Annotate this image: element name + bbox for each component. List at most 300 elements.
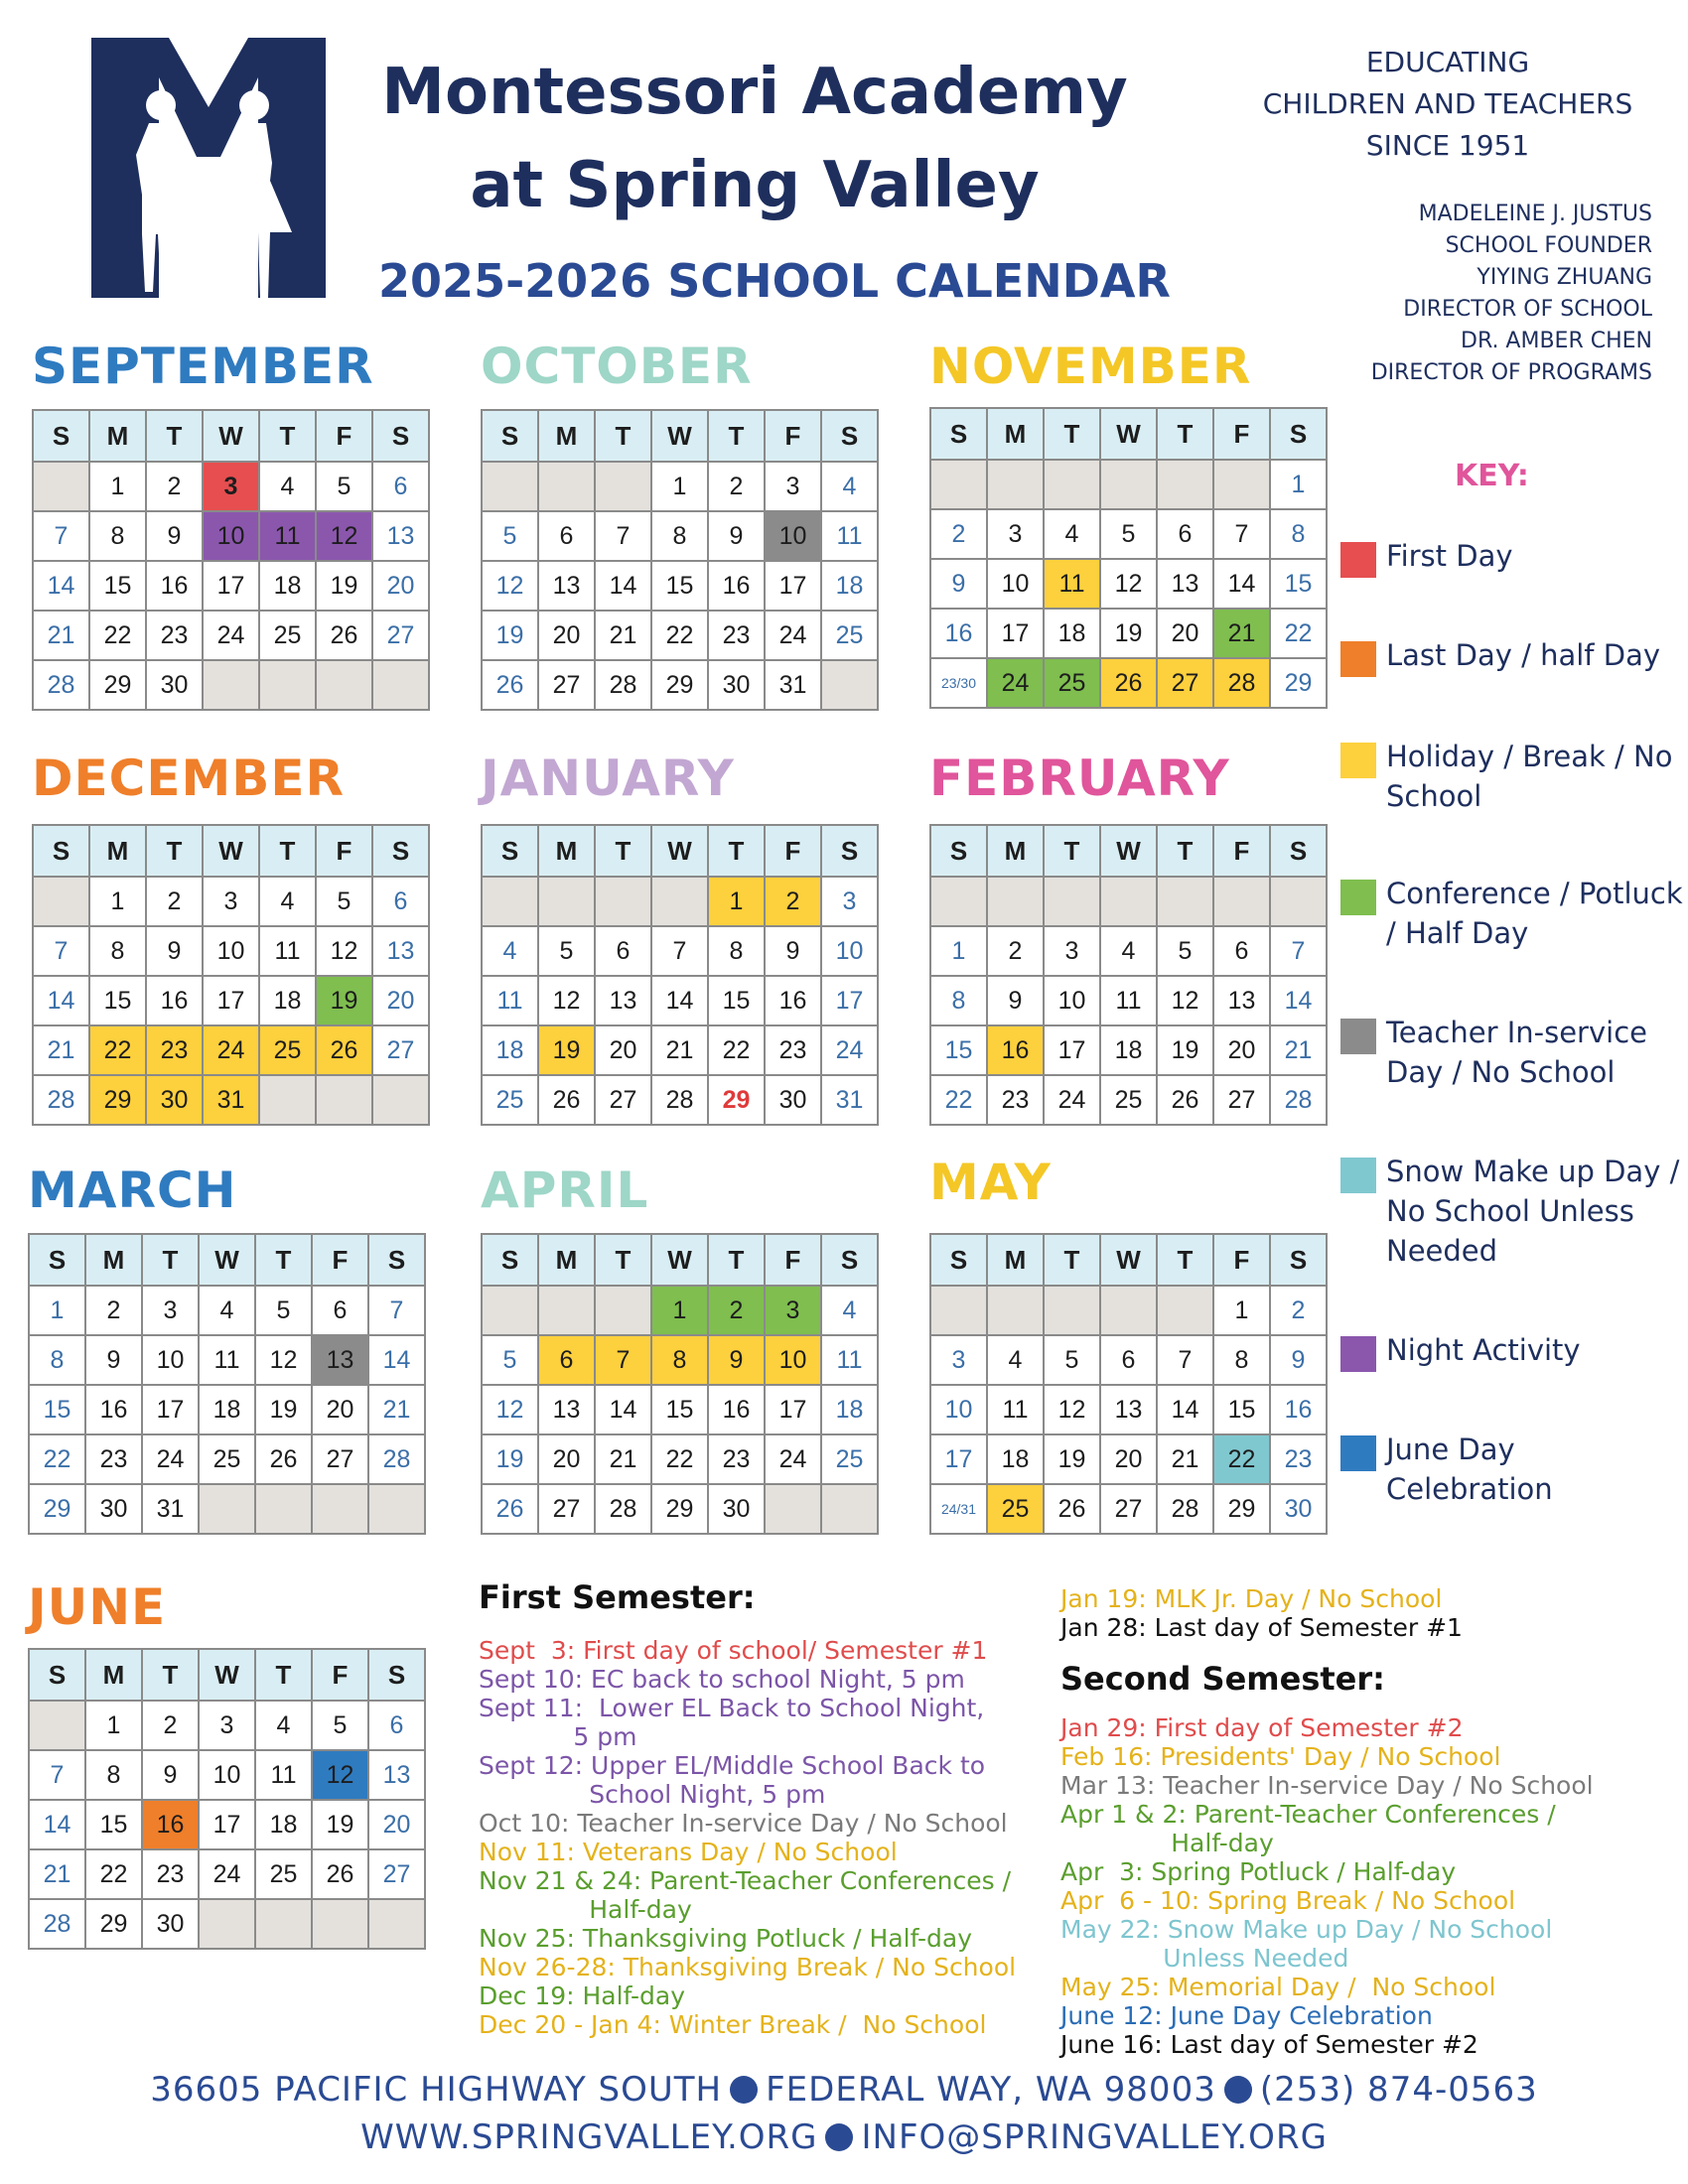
weekday-header: S	[368, 1649, 425, 1701]
day-cell: 30	[708, 1484, 765, 1534]
day-cell: 7	[1270, 926, 1327, 976]
day-cell: 30	[708, 660, 765, 710]
day-cell: 5	[1157, 926, 1213, 976]
calendar-note: Feb 16: Presidents' Day / No School	[1060, 1742, 1501, 1771]
day-cell: 27	[372, 1025, 429, 1075]
day-cell: 5	[1100, 509, 1157, 559]
month-title-april: APRIL	[481, 1161, 649, 1219]
day-cell: 20	[372, 976, 429, 1025]
day-cell: 8	[29, 1335, 85, 1385]
day-cell: 23	[708, 1434, 765, 1484]
day-cell: 2	[930, 509, 987, 559]
day-cell: 6	[372, 877, 429, 926]
empty-day-cell	[595, 877, 651, 926]
empty-day-cell	[987, 877, 1044, 926]
empty-day-cell	[316, 1075, 372, 1125]
empty-day-cell	[368, 1484, 425, 1534]
day-cell: 11	[255, 1750, 312, 1800]
calendar-note: Apr 6 - 10: Spring Break / No School	[1060, 1886, 1516, 1915]
key-swatch-icon	[1340, 1435, 1376, 1471]
day-cell: 30	[142, 1899, 199, 1949]
day-cell: 19	[1157, 1025, 1213, 1075]
day-cell: 7	[368, 1286, 425, 1335]
day-cell: 27	[595, 1075, 651, 1125]
day-cell: 29	[89, 1075, 146, 1125]
day-cell: 22	[85, 1849, 142, 1899]
staff-list	[1235, 199, 1652, 389]
day-cell: 15	[651, 561, 708, 611]
day-cell: 5	[482, 511, 538, 561]
day-cell: 22	[89, 611, 146, 660]
day-cell: 14	[1213, 559, 1270, 609]
day-cell: 11	[199, 1335, 255, 1385]
day-cell: 4	[255, 1701, 312, 1750]
day-cell: 23	[765, 1025, 821, 1075]
day-cell: 5	[1044, 1335, 1100, 1385]
day-cell: 23	[987, 1075, 1044, 1125]
day-cell: 29	[29, 1484, 85, 1534]
weekday-header: M	[538, 410, 595, 462]
day-cell: 19	[482, 1434, 538, 1484]
weekday-header: M	[538, 825, 595, 877]
empty-day-cell	[538, 1286, 595, 1335]
day-cell: 18	[482, 1025, 538, 1075]
day-cell: 31	[765, 660, 821, 710]
empty-day-cell	[651, 877, 708, 926]
staff-role: DIRECTOR OF SCHOOL	[1403, 297, 1652, 322]
day-cell: 3	[142, 1286, 199, 1335]
day-cell: 14	[1157, 1385, 1213, 1434]
weekday-header: W	[651, 1234, 708, 1286]
day-cell: 24	[765, 1434, 821, 1484]
day-cell: 24	[987, 658, 1044, 708]
empty-day-cell	[1157, 877, 1213, 926]
day-cell: 20	[1213, 1025, 1270, 1075]
day-cell: 8	[651, 1335, 708, 1385]
key-label: Last Day / half Day	[1386, 638, 1660, 672]
montessori-m-logo-icon	[91, 38, 326, 298]
weekday-header: T	[1157, 1234, 1213, 1286]
staff-name: YIYING ZHUANG	[1477, 265, 1652, 290]
month-table-october	[481, 409, 879, 711]
weekday-header: T	[595, 410, 651, 462]
day-cell: 1	[29, 1286, 85, 1335]
key-swatch-icon	[1340, 880, 1376, 915]
day-cell: 22	[708, 1025, 765, 1075]
month-title-october: OCTOBER	[481, 338, 753, 395]
weekday-header: S	[372, 410, 429, 462]
calendar-note: May 22: Snow Make up Day / No School Unless Needed	[1060, 1915, 1553, 1973]
day-cell: 12	[1100, 559, 1157, 609]
key-swatch-icon	[1340, 641, 1376, 677]
day-cell: 3	[199, 1701, 255, 1750]
day-cell: 17	[765, 561, 821, 611]
calendar-note: Jan 19: MLK Jr. Day / No School	[1060, 1584, 1443, 1613]
footer-contact	[0, 2070, 1688, 2110]
day-cell: 15	[89, 976, 146, 1025]
weekday-header: W	[199, 1234, 255, 1286]
day-cell: 6	[1213, 926, 1270, 976]
day-cell: 4	[259, 877, 316, 926]
empty-day-cell	[1100, 1286, 1157, 1335]
day-cell: 5	[316, 877, 372, 926]
day-cell: 15	[29, 1385, 85, 1434]
school-title-line2: at Spring Valley	[470, 149, 1040, 222]
day-cell: 10	[203, 511, 259, 561]
day-cell: 16	[85, 1385, 142, 1434]
day-cell: 4	[482, 926, 538, 976]
day-cell: 10	[142, 1335, 199, 1385]
day-cell: 7	[595, 1335, 651, 1385]
day-cell: 31	[203, 1075, 259, 1125]
day-cell: 30	[146, 1075, 203, 1125]
empty-day-cell	[29, 1701, 85, 1750]
month-title-february: FEBRUARY	[929, 750, 1230, 807]
day-cell: 9	[146, 926, 203, 976]
empty-day-cell	[1157, 460, 1213, 509]
day-cell: 24	[1044, 1075, 1100, 1125]
day-cell: 25	[259, 1025, 316, 1075]
day-cell: 24	[203, 1025, 259, 1075]
day-cell: 9	[930, 559, 987, 609]
empty-day-cell	[372, 660, 429, 710]
day-cell: 20	[538, 1434, 595, 1484]
weekday-header: F	[765, 825, 821, 877]
email-link[interactable]: INFO@SPRINGVALLEY.ORG	[861, 2117, 1328, 2157]
empty-day-cell	[316, 660, 372, 710]
key-label: Snow Make up Day / No School Unless Needed	[1386, 1155, 1680, 1268]
day-cell: 22	[930, 1075, 987, 1125]
empty-day-cell	[1100, 877, 1157, 926]
day-cell: 24/31	[930, 1484, 987, 1534]
day-cell: 3	[1044, 926, 1100, 976]
day-cell: 16	[146, 976, 203, 1025]
day-cell: 14	[368, 1335, 425, 1385]
day-cell: 28	[651, 1075, 708, 1125]
weekday-header: S	[33, 410, 89, 462]
school-title-line1: Montessori Academy	[381, 56, 1128, 129]
day-cell: 9	[1270, 1335, 1327, 1385]
day-cell: 12	[482, 1385, 538, 1434]
staff-role: DIRECTOR OF PROGRAMS	[1370, 360, 1652, 385]
day-cell: 28	[1213, 658, 1270, 708]
empty-day-cell	[312, 1899, 368, 1949]
day-cell: 24	[199, 1849, 255, 1899]
day-cell: 7	[29, 1750, 85, 1800]
weekday-header: S	[930, 1234, 987, 1286]
weekday-header: T	[259, 825, 316, 877]
day-cell: 28	[595, 1484, 651, 1534]
weekday-header: S	[482, 410, 538, 462]
day-cell: 4	[821, 1286, 878, 1335]
day-cell: 21	[29, 1849, 85, 1899]
weekday-header: W	[203, 825, 259, 877]
weekday-header: W	[199, 1649, 255, 1701]
day-cell: 30	[85, 1484, 142, 1534]
calendar-note: Oct 10: Teacher In-service Day / No School	[479, 1809, 1008, 1838]
weekday-header: F	[316, 410, 372, 462]
calendar-note: June 12: June Day Celebration	[1060, 2001, 1433, 2030]
day-cell: 22	[89, 1025, 146, 1075]
day-cell: 8	[85, 1750, 142, 1800]
calendar-note: June 16: Last day of Semester #2	[1060, 2030, 1478, 2059]
day-cell: 28	[368, 1434, 425, 1484]
day-cell: 16	[987, 1025, 1044, 1075]
day-cell: 16	[765, 976, 821, 1025]
day-cell: 13	[1213, 976, 1270, 1025]
day-cell: 3	[765, 462, 821, 511]
weekday-header: S	[821, 825, 878, 877]
calendar-note: Nov 26-28: Thanksgiving Break / No School	[479, 1953, 1017, 1981]
weekday-header: M	[987, 1234, 1044, 1286]
day-cell: 30	[765, 1075, 821, 1125]
day-cell: 25	[821, 611, 878, 660]
website-link[interactable]: WWW.SPRINGVALLEY.ORG	[360, 2117, 818, 2157]
calendar-note: Jan 29: First day of Semester #2	[1060, 1713, 1464, 1742]
phone: (253) 874-0563	[1259, 2070, 1538, 2110]
day-cell: 26	[482, 660, 538, 710]
day-cell: 18	[821, 1385, 878, 1434]
weekday-header: W	[1100, 825, 1157, 877]
day-cell: 13	[1100, 1385, 1157, 1434]
day-cell: 17	[987, 609, 1044, 658]
day-cell: 5	[255, 1286, 312, 1335]
weekday-header: T	[1044, 408, 1100, 460]
calendar-note: Apr 1 & 2: Parent-Teacher Conferences / Half-day	[1060, 1800, 1556, 1857]
day-cell: 26	[316, 611, 372, 660]
day-cell: 6	[368, 1701, 425, 1750]
day-cell: 2	[146, 877, 203, 926]
empty-day-cell	[1157, 1286, 1213, 1335]
day-cell: 7	[33, 511, 89, 561]
day-cell: 24	[203, 611, 259, 660]
day-cell: 24	[821, 1025, 878, 1075]
day-cell: 2	[142, 1701, 199, 1750]
weekday-header: F	[1213, 825, 1270, 877]
calendar-note: Dec 20 - Jan 4: Winter Break / No School	[479, 2010, 987, 2039]
key-swatch-icon	[1340, 1019, 1376, 1054]
weekday-header: T	[595, 825, 651, 877]
weekday-header: T	[142, 1649, 199, 1701]
weekday-header: S	[930, 825, 987, 877]
day-cell: 17	[199, 1800, 255, 1849]
day-cell: 29	[1213, 1484, 1270, 1534]
day-cell: 8	[1213, 1335, 1270, 1385]
month-table-january	[481, 824, 879, 1126]
day-cell: 13	[595, 976, 651, 1025]
day-cell: 7	[1157, 1335, 1213, 1385]
day-cell: 22	[29, 1434, 85, 1484]
day-cell: 25	[255, 1849, 312, 1899]
calendar-note: Dec 19: Half-day	[479, 1981, 686, 2010]
day-cell: 12	[1044, 1385, 1100, 1434]
month-table-march	[28, 1233, 426, 1535]
empty-day-cell	[821, 660, 878, 710]
day-cell: 1	[1270, 460, 1327, 509]
day-cell: 14	[1270, 976, 1327, 1025]
day-cell: 27	[312, 1434, 368, 1484]
empty-day-cell	[595, 1286, 651, 1335]
day-cell: 19	[312, 1800, 368, 1849]
day-cell: 18	[1044, 609, 1100, 658]
month-title-may: MAY	[929, 1154, 1052, 1211]
day-cell: 19	[316, 976, 372, 1025]
day-cell: 3	[987, 509, 1044, 559]
weekday-header: W	[1100, 408, 1157, 460]
first-semester-heading: First Semester:	[479, 1578, 756, 1616]
day-cell: 10	[930, 1385, 987, 1434]
day-cell: 15	[85, 1800, 142, 1849]
day-cell: 14	[595, 561, 651, 611]
day-cell: 15	[89, 561, 146, 611]
weekday-header: M	[89, 825, 146, 877]
day-cell: 20	[372, 561, 429, 611]
key-label: Teacher In-service Day / No School	[1386, 1016, 1647, 1089]
day-cell: 18	[259, 561, 316, 611]
footer-web	[0, 2117, 1688, 2157]
day-cell: 3	[821, 877, 878, 926]
bullet-dot-icon	[730, 2076, 758, 2104]
weekday-header: T	[142, 1234, 199, 1286]
city: FEDERAL WAY, WA 98003	[766, 2070, 1216, 2110]
calendar-note: Sept 3: First day of school/ Semester #1	[479, 1636, 988, 1665]
day-cell: 20	[538, 611, 595, 660]
day-cell: 7	[33, 926, 89, 976]
day-cell: 16	[930, 609, 987, 658]
month-table-june	[28, 1648, 426, 1950]
day-cell: 15	[930, 1025, 987, 1075]
day-cell: 26	[482, 1484, 538, 1534]
day-cell: 9	[708, 1335, 765, 1385]
weekday-header: T	[595, 1234, 651, 1286]
empty-day-cell	[372, 1075, 429, 1125]
day-cell: 30	[146, 660, 203, 710]
day-cell: 19	[1100, 609, 1157, 658]
month-table-september	[32, 409, 430, 711]
day-cell: 13	[372, 511, 429, 561]
day-cell: 28	[1157, 1484, 1213, 1534]
day-cell: 22	[1213, 1434, 1270, 1484]
day-cell: 17	[930, 1434, 987, 1484]
day-cell: 20	[1157, 609, 1213, 658]
day-cell: 10	[1044, 976, 1100, 1025]
day-cell: 21	[33, 1025, 89, 1075]
day-cell: 12	[316, 926, 372, 976]
empty-day-cell	[538, 462, 595, 511]
day-cell: 25	[199, 1434, 255, 1484]
weekday-header: M	[987, 408, 1044, 460]
day-cell: 9	[85, 1335, 142, 1385]
day-cell: 6	[372, 462, 429, 511]
key-label: First Day	[1386, 539, 1513, 573]
day-cell: 3	[203, 877, 259, 926]
month-title-january: JANUARY	[481, 750, 735, 807]
empty-day-cell	[199, 1899, 255, 1949]
day-cell: 1	[89, 462, 146, 511]
day-cell: 8	[89, 511, 146, 561]
day-cell: 27	[1213, 1075, 1270, 1125]
day-cell: 25	[1044, 658, 1100, 708]
day-cell: 9	[987, 976, 1044, 1025]
day-cell: 19	[316, 561, 372, 611]
day-cell: 17	[821, 976, 878, 1025]
empty-day-cell	[482, 462, 538, 511]
day-cell: 15	[1213, 1385, 1270, 1434]
weekday-header: M	[85, 1649, 142, 1701]
day-cell: 28	[33, 660, 89, 710]
day-cell: 25	[1100, 1075, 1157, 1125]
day-cell: 11	[482, 976, 538, 1025]
day-cell: 4	[1044, 509, 1100, 559]
weekday-header: T	[255, 1234, 312, 1286]
weekday-header: W	[651, 825, 708, 877]
day-cell: 11	[259, 926, 316, 976]
month-title-november: NOVEMBER	[929, 338, 1252, 395]
empty-day-cell	[1213, 460, 1270, 509]
day-cell: 3	[765, 1286, 821, 1335]
day-cell: 21	[33, 611, 89, 660]
day-cell: 22	[651, 611, 708, 660]
month-table-november	[929, 407, 1328, 709]
weekday-header: T	[1044, 825, 1100, 877]
motto	[1219, 42, 1676, 167]
empty-day-cell	[930, 877, 987, 926]
empty-day-cell	[1213, 877, 1270, 926]
weekday-header: F	[1213, 1234, 1270, 1286]
day-cell: 10	[987, 559, 1044, 609]
day-cell: 26	[538, 1075, 595, 1125]
day-cell: 8	[89, 926, 146, 976]
day-cell: 28	[1270, 1075, 1327, 1125]
empty-day-cell	[821, 1484, 878, 1534]
day-cell: 14	[33, 561, 89, 611]
weekday-header: T	[708, 1234, 765, 1286]
weekday-header: M	[85, 1234, 142, 1286]
day-cell: 23	[1270, 1434, 1327, 1484]
day-cell: 4	[259, 462, 316, 511]
weekday-header: M	[89, 410, 146, 462]
empty-day-cell	[1044, 460, 1100, 509]
day-cell: 12	[255, 1335, 312, 1385]
empty-day-cell	[1044, 1286, 1100, 1335]
day-cell: 16	[146, 561, 203, 611]
month-table-december	[32, 824, 430, 1126]
day-cell: 20	[312, 1385, 368, 1434]
key-label: June Day Celebration	[1386, 1433, 1553, 1506]
weekday-header: S	[930, 408, 987, 460]
key-swatch-icon	[1340, 1336, 1376, 1372]
day-cell: 23/30	[930, 658, 987, 708]
weekday-header: S	[29, 1234, 85, 1286]
day-cell: 8	[708, 926, 765, 976]
day-cell: 2	[1270, 1286, 1327, 1335]
key-label: Conference / Potluck / Half Day	[1386, 877, 1683, 950]
day-cell: 1	[89, 877, 146, 926]
month-title-september: SEPTEMBER	[32, 338, 374, 395]
day-cell: 18	[1100, 1025, 1157, 1075]
empty-day-cell	[482, 877, 538, 926]
weekday-header: F	[765, 1234, 821, 1286]
day-cell: 14	[595, 1385, 651, 1434]
day-cell: 5	[312, 1701, 368, 1750]
key-label: Holiday / Break / No School	[1386, 740, 1673, 813]
day-cell: 27	[1157, 658, 1213, 708]
empty-day-cell	[1100, 460, 1157, 509]
staff-role: SCHOOL FOUNDER	[1445, 233, 1652, 258]
weekday-header: T	[708, 825, 765, 877]
calendar-note: Apr 3: Spring Potluck / Half-day	[1060, 1857, 1457, 1886]
weekday-header: T	[1157, 408, 1213, 460]
